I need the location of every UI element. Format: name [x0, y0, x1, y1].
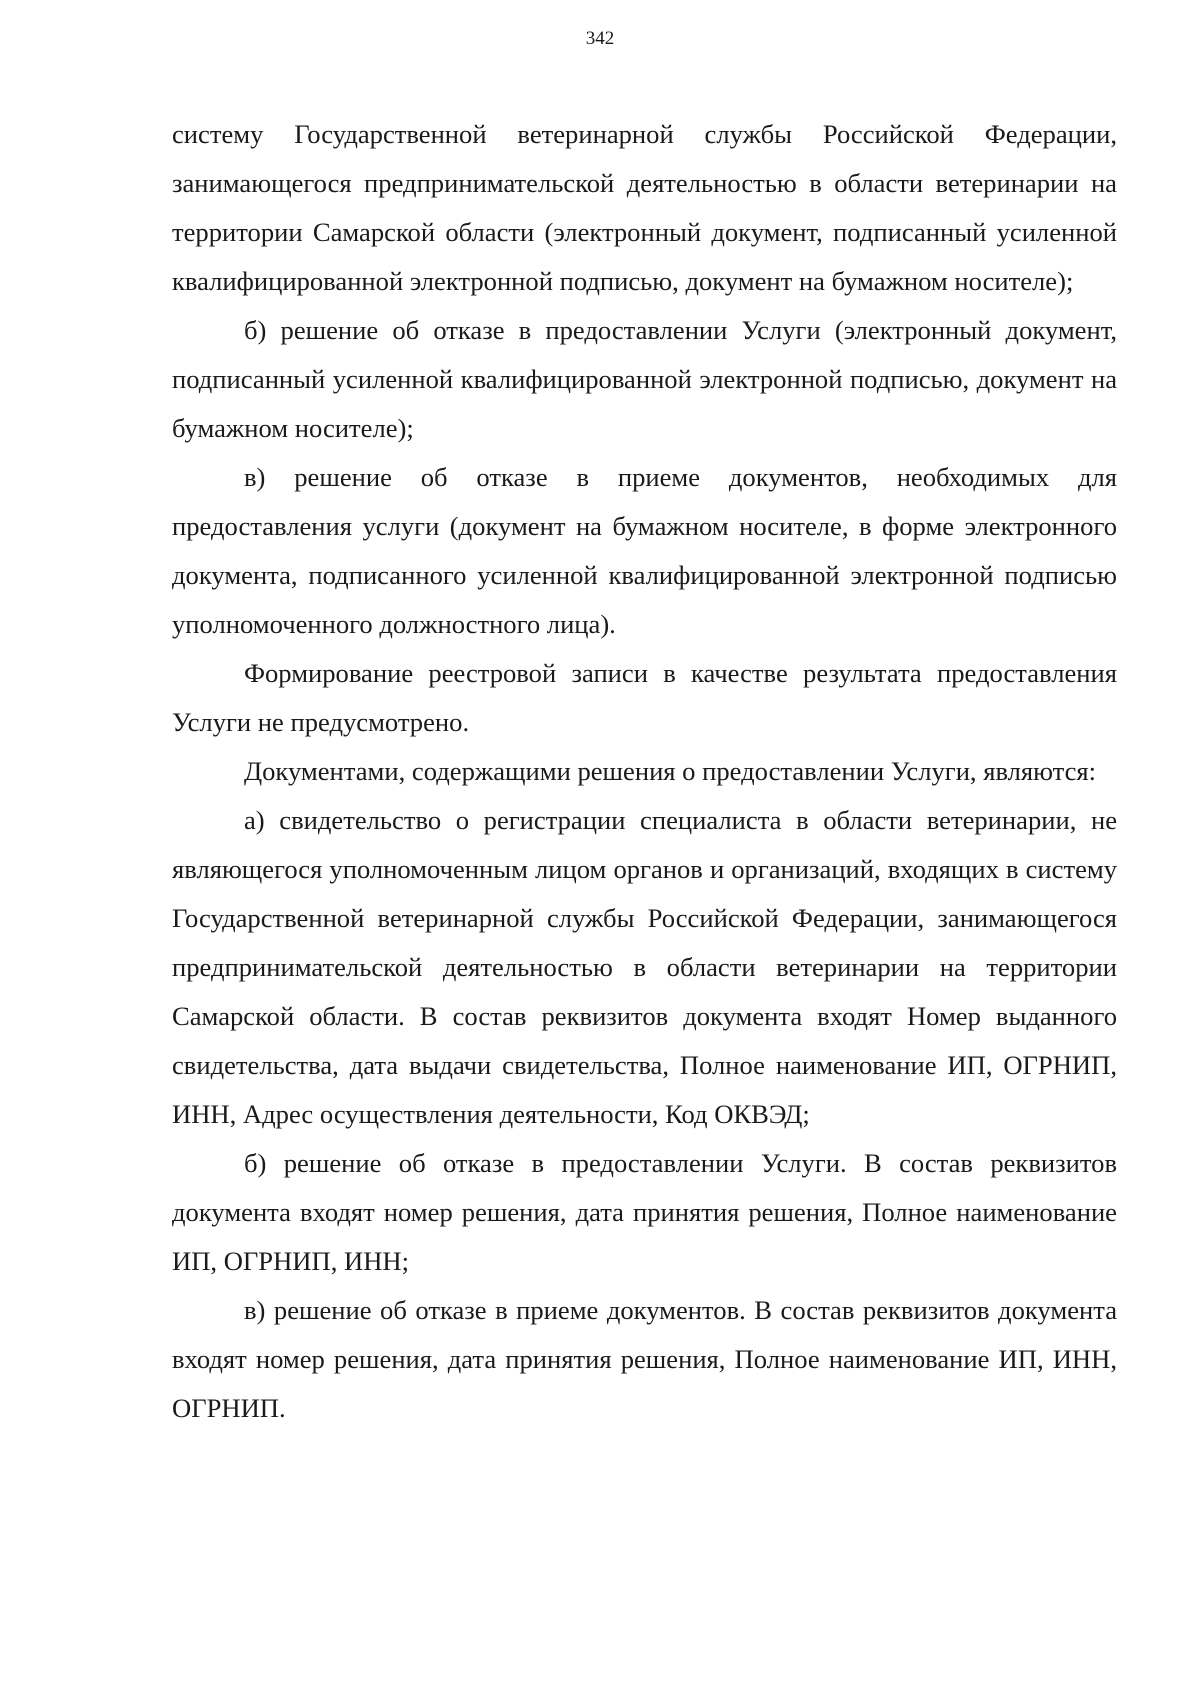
paragraph-continuation: систему Государственной ветеринарной службы Российской Федерации, занимающегося предпринимательской деятельностью в области ветеринарии на территории Самарской области (электронный документ, подписанный усиленной квалифицированной электронной подписью, документ на бумажном носителе);	[172, 119, 1117, 296]
paragraph-doc-b: б) решение об отказе в предоставлении Услуги. В состав реквизитов документа входят номер решения, дата принятия решения, Полное наименование ИП, ОГРНИП, ИНН;	[172, 1148, 1117, 1276]
document-body	[172, 110, 1117, 1433]
page-number: 342	[585, 28, 615, 49]
paragraph-item-v: в) решение об отказе в приеме документов, необходимых для предоставления услуги (документ на бумажном носителе, в форме электронного документа, подписанного усиленной квалифицированной электронной подписью уполномоченного должностного лица).	[172, 462, 1117, 639]
paragraph-doc-v: в) решение об отказе в приеме документов. В состав реквизитов документа входят номер решения, дата принятия решения, Полное наименование ИП, ИНН, ОГРНИП.	[172, 1295, 1117, 1423]
paragraph-doc-a: а) свидетельство о регистрации специалиста в области ветеринарии, не являющегося уполномоченным лицом органов и организаций, входящих в систему Государственной ветеринарной службы Российской Федерации, занимающегося предпринимательской деятельностью в области ветеринарии на территории Самарской области. В состав реквизитов документа входят Номер выданного свидетельства, дата выдачи свидетельства, Полное наименование ИП, ОГРНИП, ИНН, Адрес осуществления деятельности, Код ОКВЭД;	[172, 805, 1117, 1129]
paragraph-registry-note: Формирование реестровой записи в качестве результата предоставления Услуги не предусмотрено.	[172, 658, 1117, 737]
paragraph-item-b: б) решение об отказе в предоставлении Услуги (электронный документ, подписанный усиленной квалифицированной электронной подписью, документ на бумажном носителе);	[172, 315, 1117, 443]
paragraph-documents-intro: Документами, содержащими решения о предоставлении Услуги, являются:	[244, 756, 1097, 786]
